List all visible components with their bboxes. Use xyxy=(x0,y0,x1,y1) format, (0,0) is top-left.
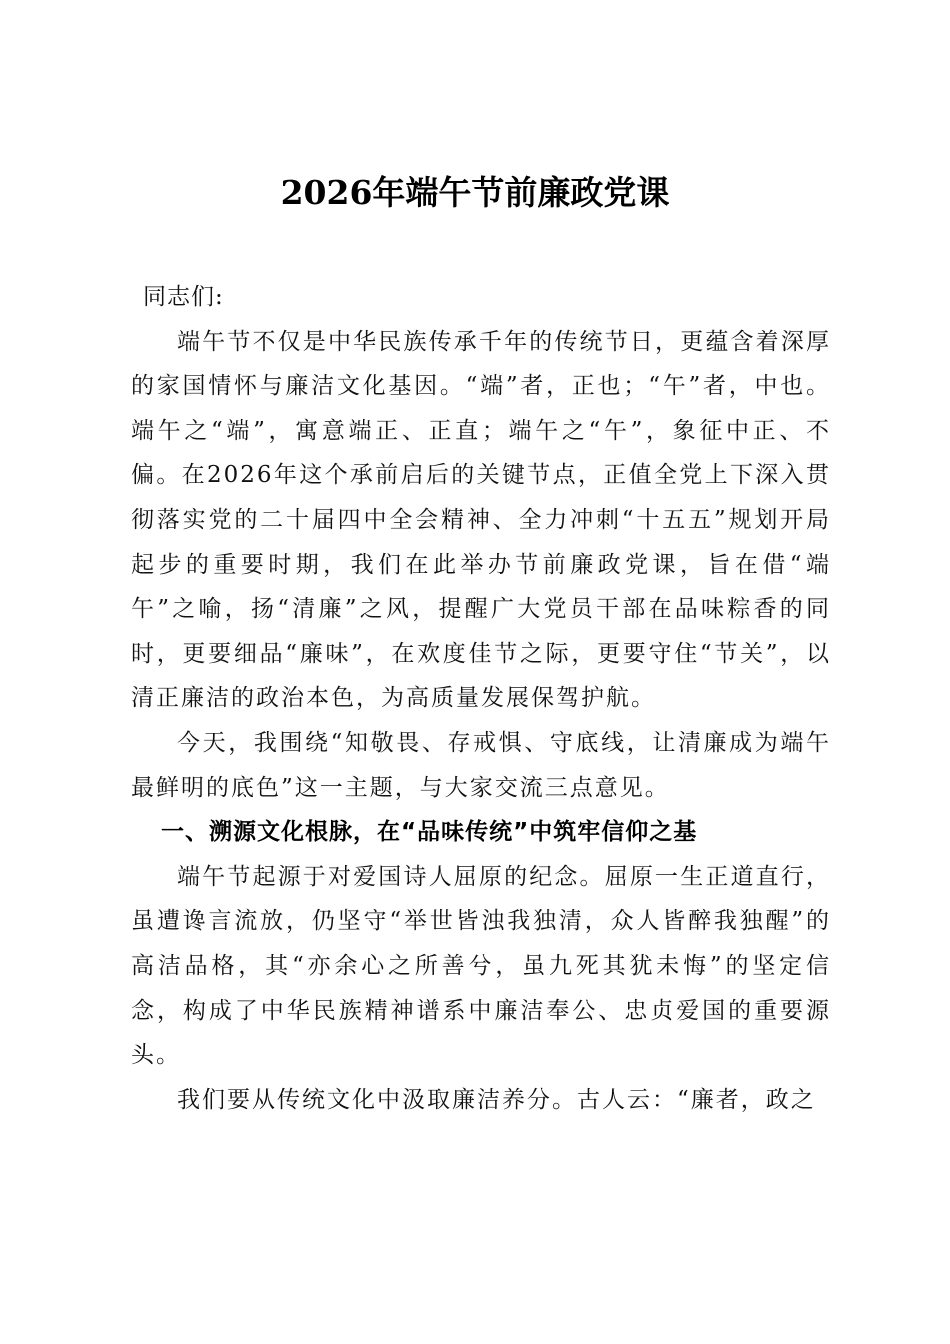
salutation: 同志们: xyxy=(143,284,224,310)
paragraph-intro: 端午节不仅是中华民族传承千年的传统节日，更蕴含着深厚的家国情怀与廉洁文化基因。“端”者，正也；“午”者，中也。端午之“端”，寓意端正、正直；端午之“午”，象征中正、不偏。在2026年这个承前启后的关键节点，正值全党上下深入贯彻落实党的二十届四中全会精神、全力冲刺“十五五”规划开局起步的重要时期，我们在此举办节前廉政党课，旨在借“端午”之喻，扬“清廉”之风，提醒广大党员干部在品味粽香的同时，更要细品“廉味”，在欢度佳节之际，更要守住“节关”，以清正廉洁的政治本色，为高质量发展保驾护航。 xyxy=(131,328,831,712)
paragraph-origin: 端午节起源于对爱国诗人屈原的纪念。屈原一生正道直行，虽遭谗言流放，仍坚守“举世皆浊我独清，众人皆醉我独醒”的高洁品格，其“亦余心之所善兮，虽九死其犹未悔”的坚定信念，构成了中华民族精神谱系中廉洁奉公、忠贞爱国的重要源头。 xyxy=(131,863,831,1069)
section-heading-1: 一、溯源文化根脉，在“品味传统”中筑牢信仰之基 xyxy=(161,819,698,846)
paragraph-theme: 今天，我围绕“知敬畏、存戒惧、守底线，让清廉成为端午最鲜明的底色”这一主题，与大家交流三点意见。 xyxy=(131,729,831,801)
document-body xyxy=(131,275,831,1122)
paragraph-culture: 我们要从传统文化中汲取廉洁养分。古人云：“廉者，政之 xyxy=(177,1086,816,1113)
document-title: 2026年端午节前廉政党课 xyxy=(280,173,670,212)
